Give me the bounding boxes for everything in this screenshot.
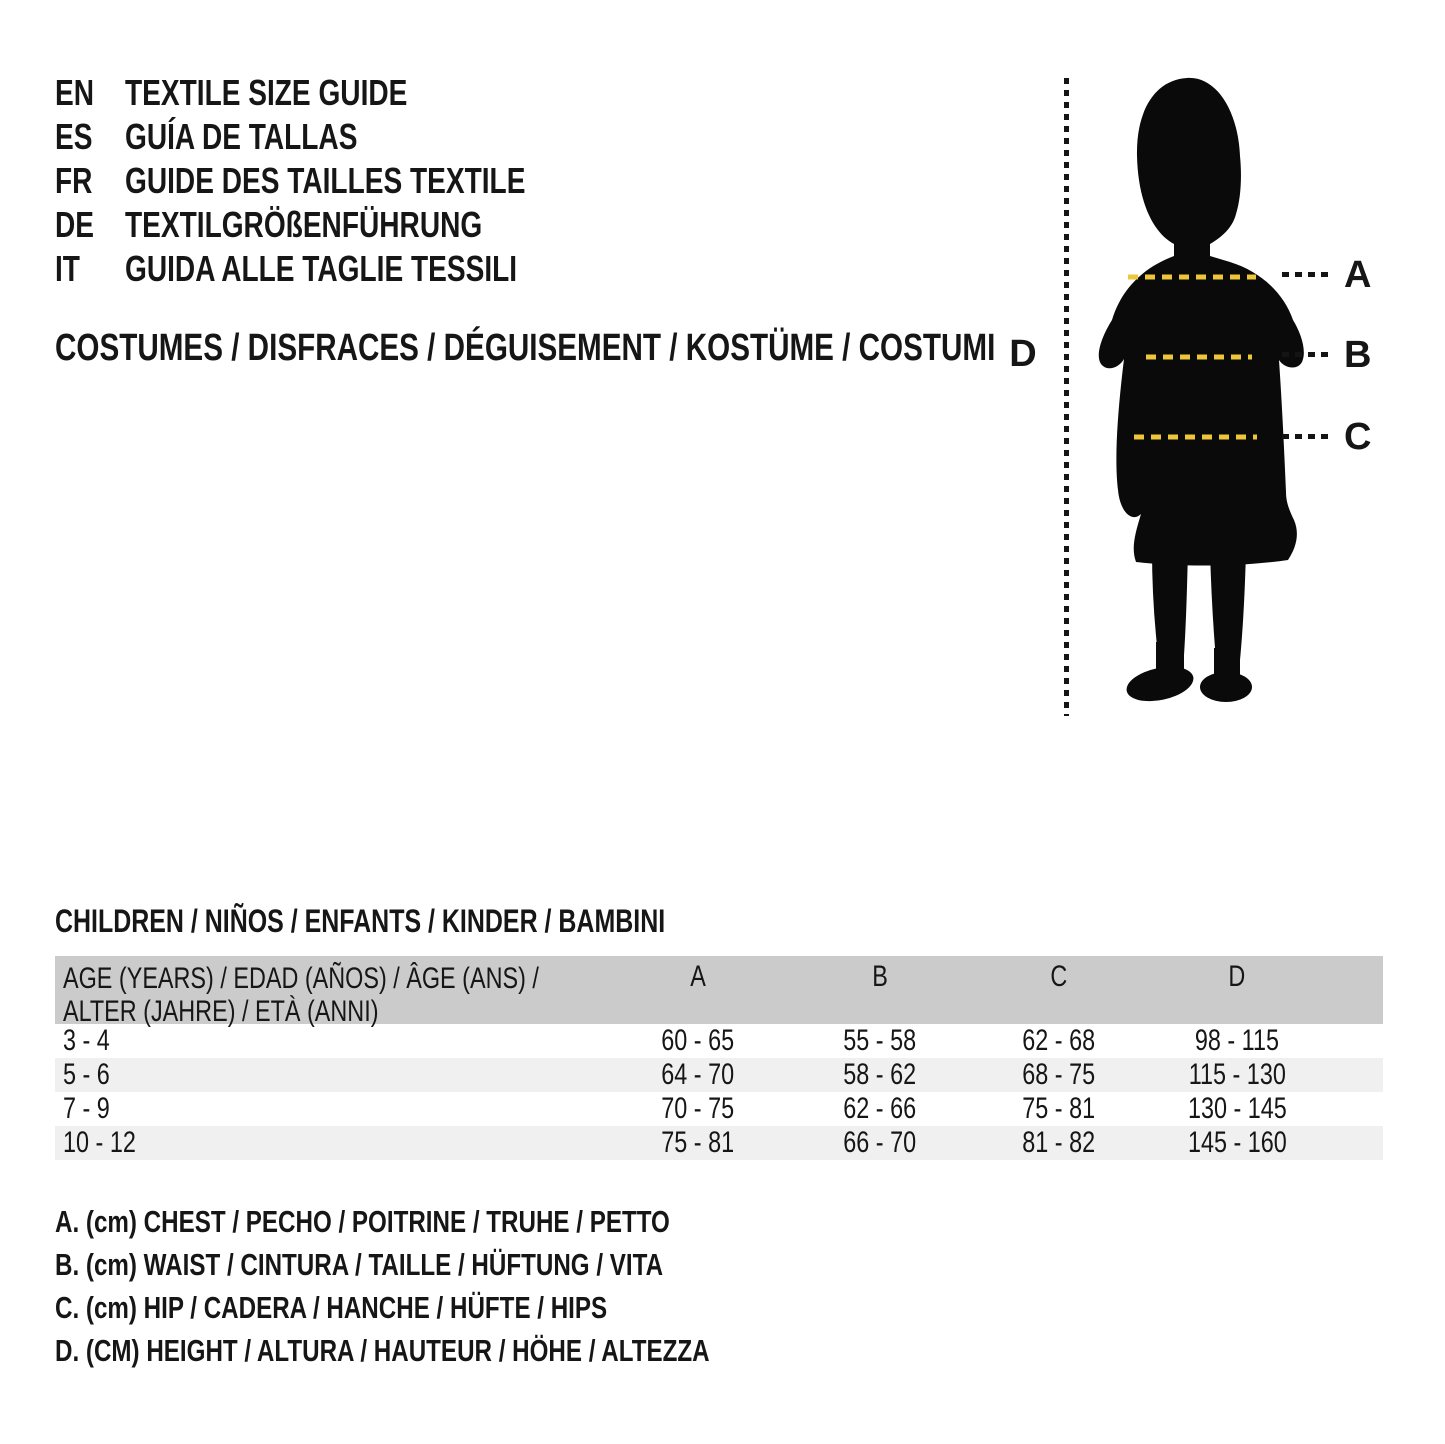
hip-connector-line bbox=[1282, 434, 1334, 439]
waist-connector-line bbox=[1282, 352, 1334, 357]
table-body bbox=[55, 1024, 1383, 1160]
language-list bbox=[55, 71, 638, 291]
legend-line-chest: A. (cm) CHEST / PECHO / POITRINE / TRUHE / PETTO bbox=[55, 1203, 670, 1239]
age-value: 7 - 9 bbox=[63, 1092, 110, 1125]
age-header-line1: AGE (YEARS) / EDAD (AÑOS) / ÂGE (ANS) / bbox=[63, 962, 539, 995]
age-column-header bbox=[55, 956, 607, 1028]
table-row bbox=[55, 1058, 1383, 1092]
hip-value: 68 - 75 bbox=[1022, 1058, 1096, 1091]
legend-line-hip: C. (cm) HIP / CADERA / HANCHE / HÜFTE / HIPS bbox=[55, 1289, 608, 1325]
column-header-c: C bbox=[1050, 960, 1068, 993]
age-value: 5 - 6 bbox=[63, 1058, 110, 1091]
height-value: 145 - 160 bbox=[1187, 1126, 1287, 1159]
language-code: ES bbox=[55, 116, 93, 157]
category-title-text: COSTUMES / DISFRACES / DÉGUISEMENT / KOSTÜME / COSTUMI bbox=[55, 327, 996, 369]
language-row bbox=[55, 247, 638, 291]
height-dotted-line bbox=[1064, 78, 1069, 716]
silhouette-left-leg bbox=[1152, 550, 1188, 655]
language-row bbox=[55, 71, 638, 115]
language-code: IT bbox=[55, 248, 80, 289]
hip-value: 62 - 68 bbox=[1022, 1024, 1096, 1057]
silhouette-torso bbox=[1099, 256, 1304, 566]
language-row bbox=[55, 115, 638, 159]
language-label: TEXTILE SIZE GUIDE bbox=[125, 72, 408, 113]
column-header-d: D bbox=[1228, 960, 1246, 993]
silhouette-right-shoe bbox=[1200, 672, 1252, 702]
table-header-row bbox=[55, 956, 1383, 1028]
language-code: FR bbox=[55, 160, 93, 201]
height-value: 115 - 130 bbox=[1188, 1058, 1286, 1091]
child-silhouette bbox=[1090, 70, 1310, 710]
waist-value: 58 - 62 bbox=[843, 1058, 917, 1091]
language-row bbox=[55, 203, 638, 247]
age-value: 3 - 4 bbox=[63, 1024, 110, 1057]
language-label: TEXTILGRÖßENFÜHRUNG bbox=[125, 204, 483, 245]
language-code: DE bbox=[55, 204, 95, 245]
category-title bbox=[55, 326, 1261, 370]
hip-value: 75 - 81 bbox=[1022, 1092, 1096, 1125]
header-spacer bbox=[1327, 956, 1383, 1028]
height-value: 98 - 115 bbox=[1194, 1024, 1280, 1057]
silhouette-left-shoe bbox=[1123, 661, 1196, 706]
measure-label-chest: A bbox=[1344, 254, 1372, 296]
language-label: GUIDA ALLE TAGLIE TESSILI bbox=[125, 248, 518, 289]
language-code: EN bbox=[55, 72, 95, 113]
hip-value: 81 - 82 bbox=[1022, 1126, 1096, 1159]
measure-label-waist: B bbox=[1344, 334, 1372, 376]
column-header-b: B bbox=[872, 960, 888, 993]
waist-value: 66 - 70 bbox=[843, 1126, 917, 1159]
silhouette-right-leg bbox=[1210, 550, 1246, 660]
waist-value: 62 - 66 bbox=[843, 1092, 917, 1125]
chest-value: 64 - 70 bbox=[661, 1058, 735, 1091]
height-value: 130 - 145 bbox=[1187, 1092, 1287, 1125]
column-header-a: A bbox=[690, 960, 706, 993]
measurement-legend bbox=[55, 1200, 894, 1372]
language-label: GUIDE DES TAILLES TEXTILE bbox=[125, 160, 526, 201]
table-row bbox=[55, 1126, 1383, 1160]
table-row bbox=[55, 1092, 1383, 1126]
chest-value: 60 - 65 bbox=[661, 1024, 735, 1057]
legend-line-height: D. (CM) HEIGHT / ALTURA / HAUTEUR / HÖHE / ALTEZZA bbox=[55, 1332, 710, 1368]
legend-line-waist: B. (cm) WAIST / CINTURA / TAILLE / HÜFTUNG / VITA bbox=[55, 1246, 664, 1282]
age-header-line2: ALTER (JAHRE) / ETÀ (ANNI) bbox=[63, 995, 379, 1028]
section-title-text: CHILDREN / NIÑOS / ENFANTS / KINDER / BAMBINI bbox=[55, 903, 666, 939]
silhouette-head bbox=[1137, 78, 1241, 266]
section-title bbox=[55, 903, 837, 939]
chest-value: 70 - 75 bbox=[661, 1092, 735, 1125]
age-value: 10 - 12 bbox=[63, 1126, 136, 1159]
language-label: GUÍA DE TALLAS bbox=[125, 116, 358, 157]
size-table bbox=[55, 956, 1383, 1160]
chest-value: 75 - 81 bbox=[661, 1126, 735, 1159]
measure-label-height: D bbox=[1009, 333, 1037, 375]
chest-connector-line bbox=[1282, 272, 1334, 277]
table-row bbox=[55, 1024, 1383, 1058]
measure-label-hip: C bbox=[1344, 416, 1372, 458]
waist-value: 55 - 58 bbox=[843, 1024, 917, 1057]
language-row bbox=[55, 159, 638, 203]
